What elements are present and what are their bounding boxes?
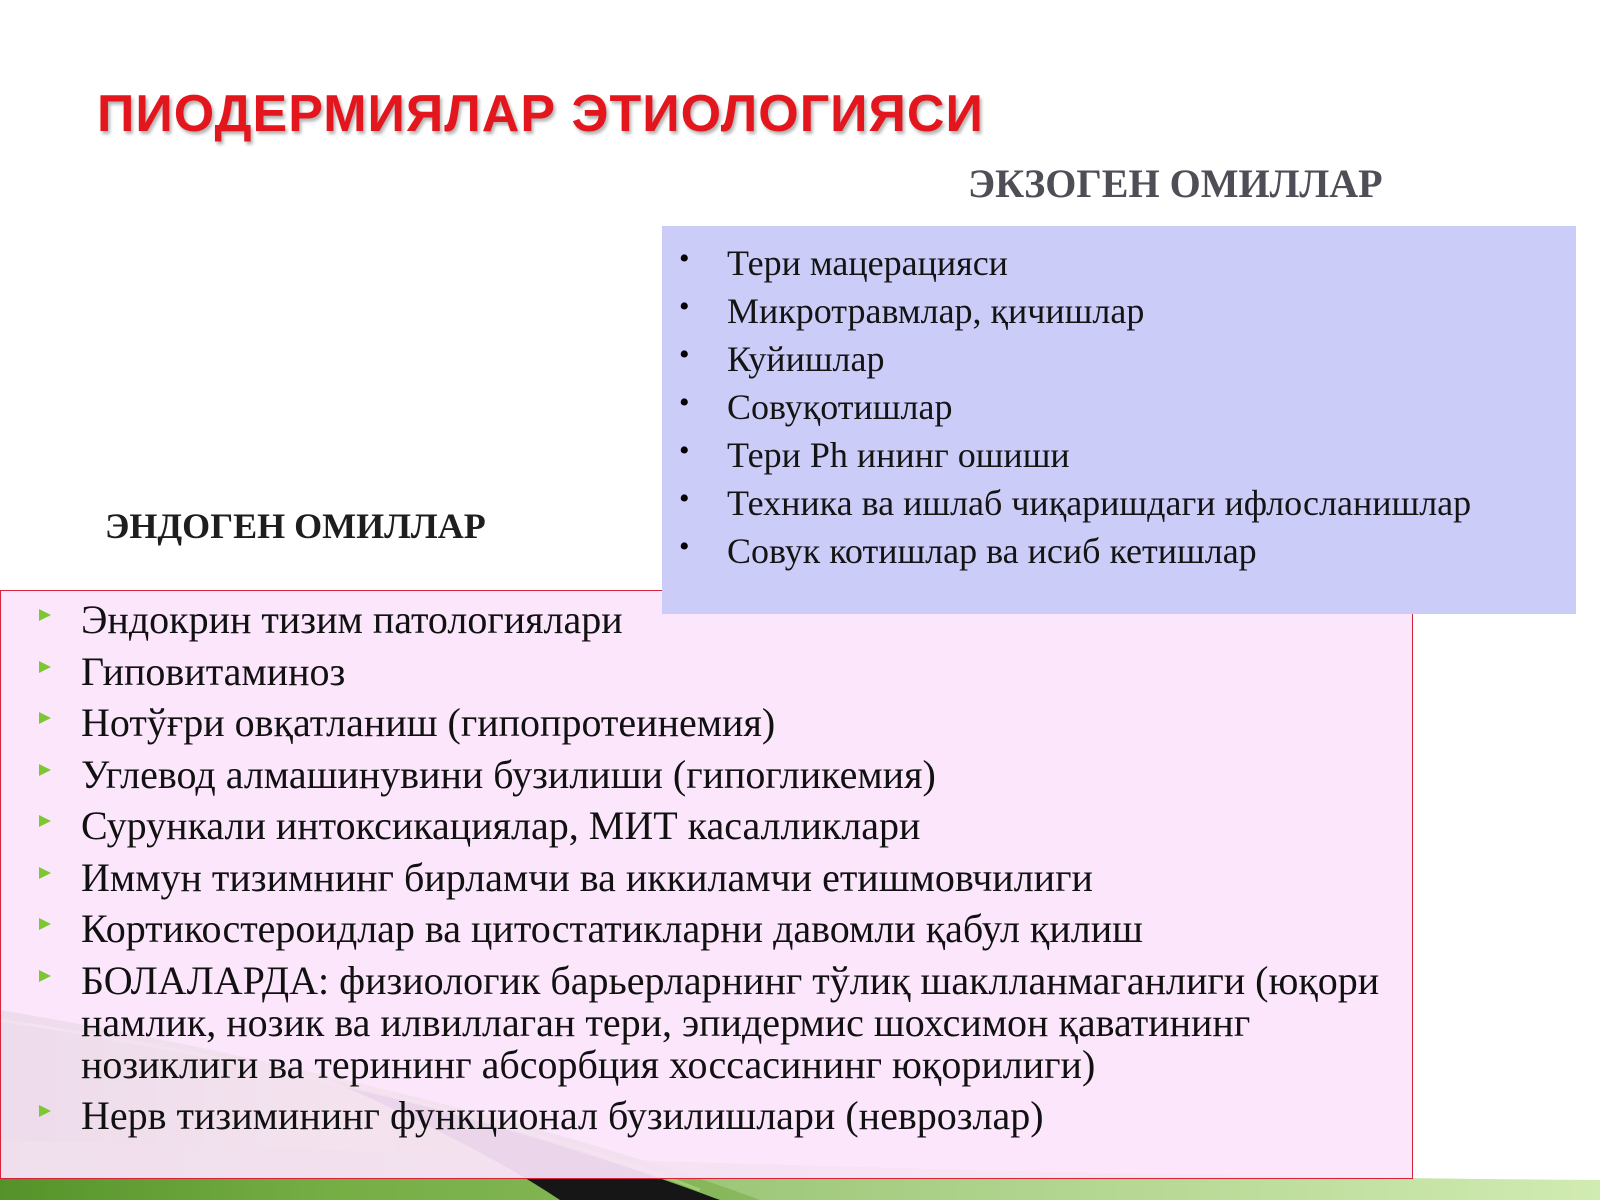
exogenous-factor-text: Тери Ph ининг ошиши [727, 435, 1070, 475]
green-arrow-bullet-icon [39, 970, 51, 982]
exogenous-factor-text: Совук котишлар ва исиб кетишлар [727, 531, 1257, 571]
endogenous-factor-item [1, 957, 1412, 1087]
green-arrow-bullet-icon [39, 661, 51, 673]
exogenous-factor-item [662, 527, 1576, 575]
round-bullet-icon: • [679, 482, 690, 515]
endogenous-factor-item [1, 648, 1412, 694]
exogenous-factors-box [662, 226, 1576, 614]
green-arrow-bullet-icon [39, 764, 51, 776]
exogenous-factor-item [662, 479, 1576, 527]
exogenous-factor-text: Куйишлар [727, 339, 885, 379]
endogenous-factor-text: Сурункали интоксикациялар, МИТ касалликлари [81, 803, 921, 848]
slide-title: ПИОДЕРМИЯЛАР ЭТИОЛОГИЯСИ [97, 85, 984, 143]
green-arrow-bullet-icon [39, 1105, 51, 1117]
endogenous-factor-item [1, 908, 1412, 950]
exogenous-factor-item [662, 431, 1576, 479]
exogenous-factor-text: Совуқотишлар [727, 387, 953, 427]
round-bullet-icon: • [679, 290, 690, 323]
endogenous-factor-item [1, 854, 1412, 900]
endogenous-factor-text: Нотўғри овқатланиш (гипопротеинемия) [81, 700, 776, 745]
green-arrow-bullet-icon [39, 918, 51, 930]
endogenous-factors-list [1, 599, 1412, 1137]
endogenous-factor-text: Нерв тизимининг функционал бузилишлари (неврозлар) [81, 1093, 1044, 1138]
endogenous-factor-item [1, 1095, 1412, 1137]
endogenous-factors-box [0, 590, 1413, 1179]
exogenous-factor-text: Микротравмлар, қичишлар [727, 291, 1145, 331]
green-arrow-bullet-icon [39, 712, 51, 724]
round-bullet-icon: • [679, 338, 690, 371]
endogenous-factor-item [1, 805, 1412, 847]
round-bullet-icon: • [679, 386, 690, 419]
endogenous-factor-text: Кортикостероидлар ва цитостатикларни давомли қабул қилиш [81, 906, 1143, 951]
endogenous-factor-text: Углевод алмашинувини бузилиши (гипогликемия) [81, 751, 936, 797]
endogenous-factor-text: Гиповитаминоз [81, 648, 346, 694]
exogenous-factor-item [662, 239, 1576, 287]
exogenous-factor-text: Тери мацерацияси [727, 243, 1008, 283]
green-arrow-bullet-icon [39, 815, 51, 827]
endogenous-factor-text: БОЛАЛАРДА: физиологик барьерларнинг тўлиқ шаклланмаганлиги (юқори намлик, нозик ва илвиллаган тери, эпидермис шохсимон қаватининг нозиклиги ва терининг абсорбция хоссасининг юқорилиги) [81, 957, 1380, 1087]
endogenous-factor-item [1, 702, 1412, 744]
exogenous-factor-item [662, 287, 1576, 335]
endogenous-factor-text: Иммун тизимнинг бирламчи ва иккиламчи етишмовчилиги [81, 854, 1093, 900]
exogenous-heading: ЭКЗОГЕН ОМИЛЛАР [968, 161, 1383, 206]
green-arrow-bullet-icon [39, 867, 51, 879]
exogenous-factor-item [662, 383, 1576, 431]
green-arrow-bullet-icon [39, 609, 51, 621]
exogenous-factors-list [662, 226, 1576, 575]
endogenous-factor-item [1, 751, 1412, 797]
round-bullet-icon: • [679, 530, 690, 563]
round-bullet-icon: • [679, 242, 690, 275]
endogenous-heading: ЭНДОГЕН ОМИЛЛАР [105, 506, 486, 546]
round-bullet-icon: • [679, 434, 690, 467]
endogenous-factor-text: Эндокрин тизим патологиялари [81, 597, 623, 642]
exogenous-factor-item [662, 335, 1576, 383]
exogenous-factor-text: Техника ва ишлаб чиқаришдаги ифлосланишлар [727, 483, 1472, 523]
